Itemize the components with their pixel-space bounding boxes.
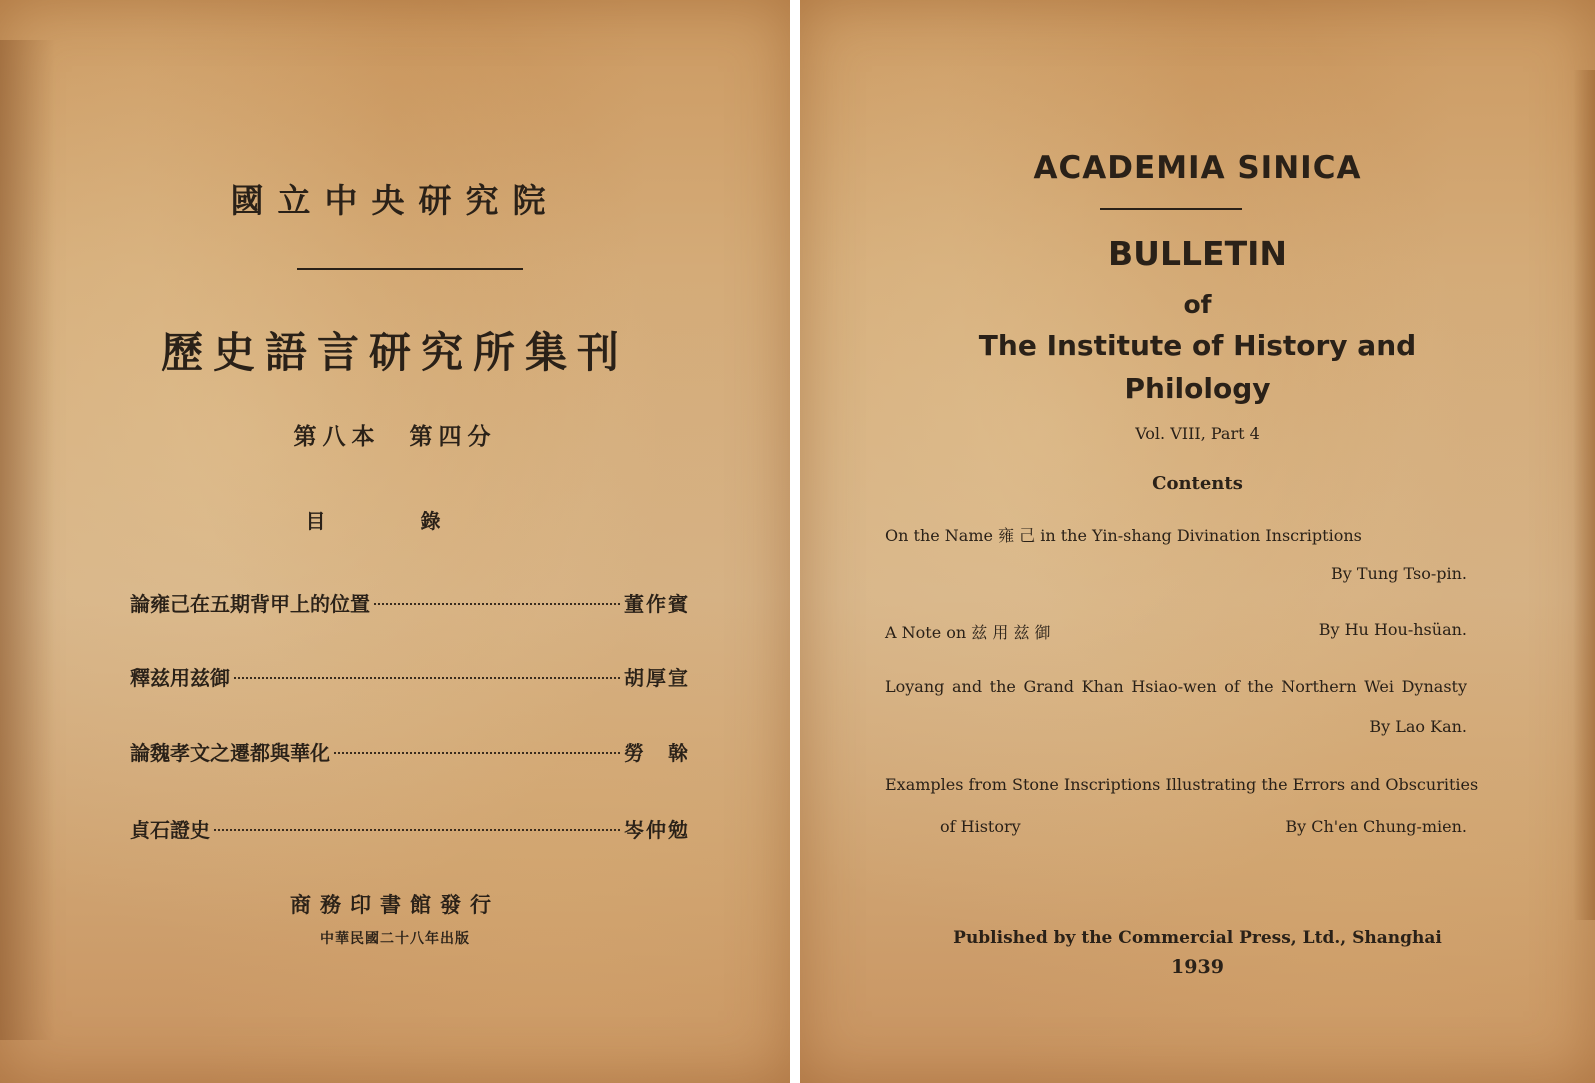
toc-entry-title: 論雍己在五期背甲上的位置 <box>130 592 370 616</box>
page-gutter <box>790 0 800 1083</box>
publication-year: 1939 <box>1171 956 1224 978</box>
contents-entry-author: By Hu Hou-hsüan. <box>1318 620 1467 639</box>
contents-entry-title: Examples from Stone Inscriptions Illustrating the Errors and Obscurities <box>885 775 1479 794</box>
toc-entry-author: 岑仲勉 <box>624 818 690 842</box>
toc-entry-title: 釋兹用兹御 <box>130 666 230 690</box>
journal-title-chinese: 歷史語言研究所集刊 <box>160 328 629 377</box>
institute-name-line-2: Philology <box>1124 372 1271 405</box>
toc-entry-author: 勞 榦 <box>624 741 690 765</box>
toc-entry <box>130 662 690 691</box>
institute-name-line-1: The Institute of History and <box>978 329 1417 362</box>
contents-entry-title: On the Name 雍 己 in the Yin-shang Divination Inscriptions <box>885 526 1362 545</box>
contents-entry-title-continued: of History <box>940 817 1021 836</box>
toc-entry-author: 胡厚宣 <box>624 666 690 690</box>
contents-entry-title: A Note on 兹 用 兹 御 <box>885 623 1051 642</box>
institution-name-chinese: 國立中央研究院 <box>230 181 560 220</box>
bulletin-heading: BULLETIN <box>1108 234 1287 273</box>
title-divider <box>1100 208 1242 210</box>
toc-entry-title: 論魏孝文之遷都與華化 <box>130 741 330 765</box>
toc-entry <box>130 588 690 617</box>
volume-part-chinese: 第八本 第四分 <box>293 423 497 450</box>
toc-leader-dots <box>374 603 620 605</box>
publisher-chinese: 商務印書館發行 <box>290 892 500 917</box>
contents-heading-english: Contents <box>1152 473 1243 494</box>
toc-leader-dots <box>234 677 620 679</box>
institution-name-english: ACADEMIA SINICA <box>1033 150 1362 186</box>
toc-entry-title: 貞石證史 <box>130 818 210 842</box>
title-divider <box>297 268 523 270</box>
contents-entry-title: Loyang and the Grand Khan Hsiao-wen of the Northern Wei Dynasty <box>885 677 1467 696</box>
contents-entry-author: By Lao Kan. <box>1369 717 1467 736</box>
toc-leader-dots <box>214 829 620 831</box>
toc-leader-dots <box>334 752 620 754</box>
contents-heading-chinese: 目 錄 <box>305 509 485 533</box>
page-edge-stain <box>1573 70 1595 920</box>
english-title-page <box>800 0 1595 1083</box>
contents-entry-author: By Ch'en Chung-mien. <box>1285 817 1467 836</box>
toc-entry <box>130 737 690 766</box>
volume-part-english: Vol. VIII, Part 4 <box>1135 424 1260 443</box>
toc-entry <box>130 814 690 843</box>
chinese-title-page <box>0 0 790 1083</box>
toc-entry-author: 董作賓 <box>624 592 690 616</box>
publication-date-chinese: 中華民國二十八年出版 <box>320 931 470 947</box>
publisher-english: Published by the Commercial Press, Ltd., Shanghai <box>953 928 1442 948</box>
bulletin-of: of <box>1183 290 1212 319</box>
contents-entry-author: By Tung Tso-pin. <box>1331 564 1467 583</box>
